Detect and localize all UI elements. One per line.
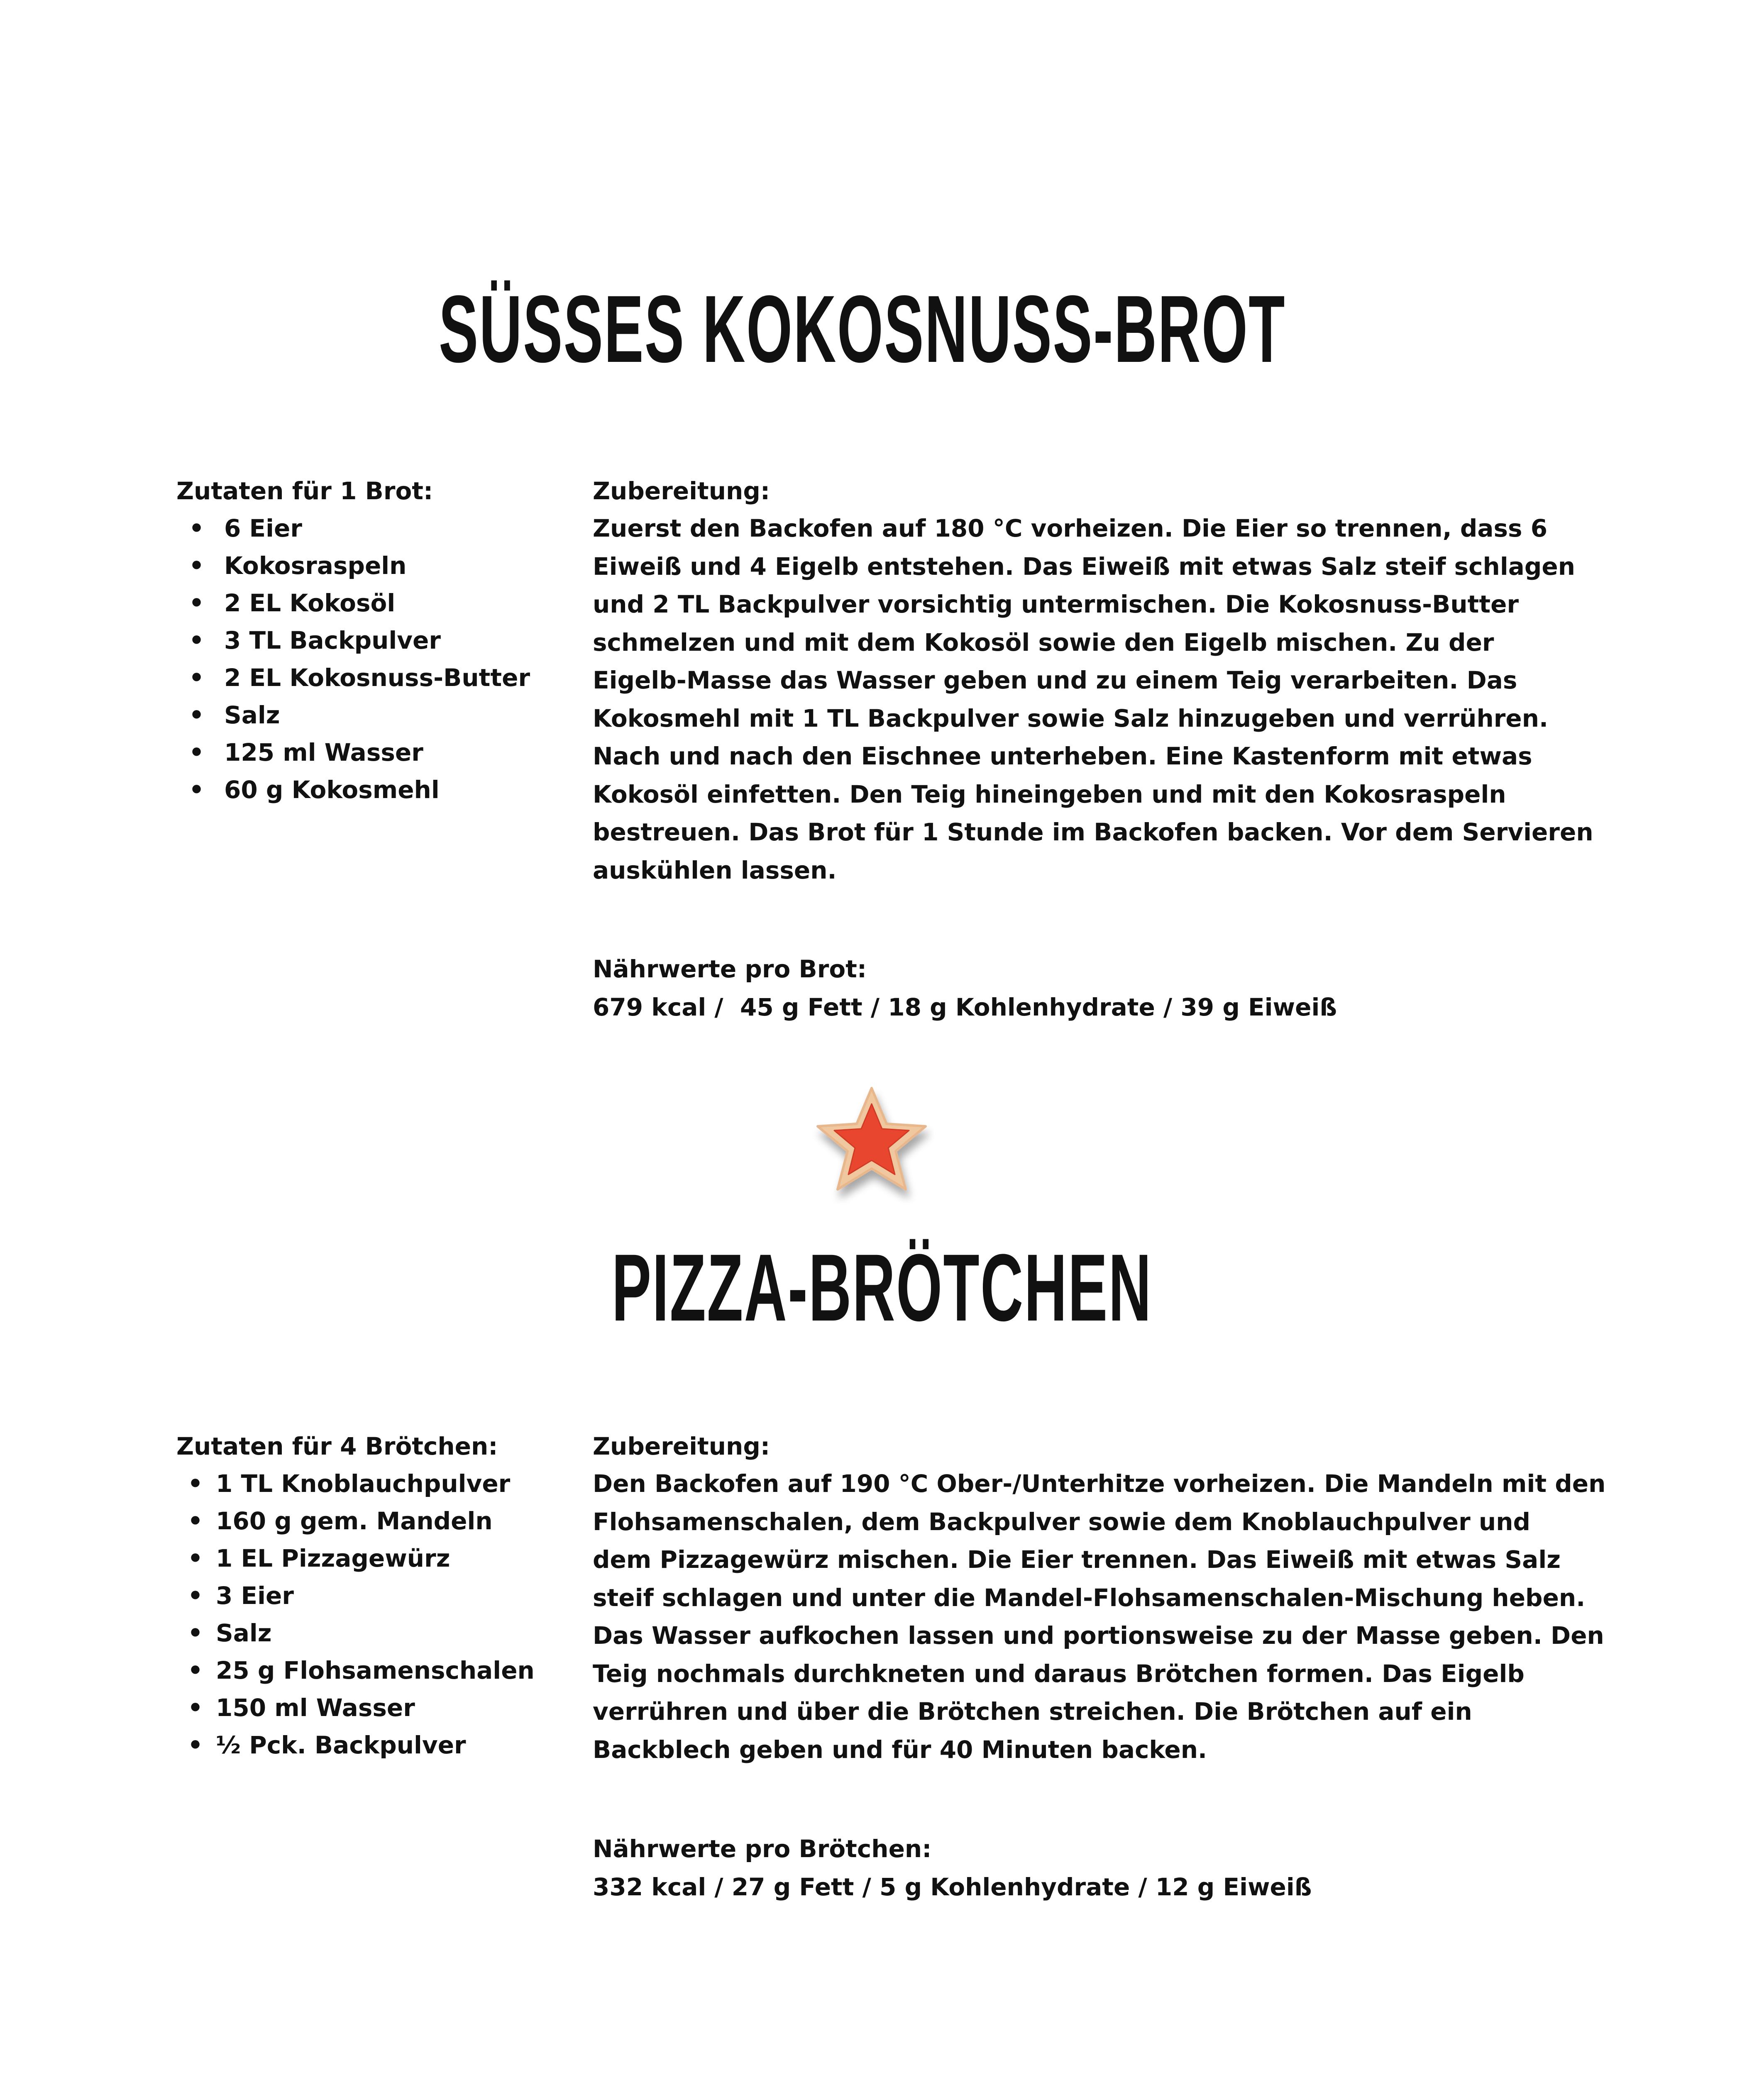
preparation-line: Backblech geben und für 40 Minuten backen. — [593, 1735, 1207, 1764]
ingredient-item: • 1 EL Pizzagewürz — [176, 1540, 550, 1577]
ingredient-item: • 150 ml Wasser — [176, 1689, 550, 1726]
nutrition-values: 332 kcal / 27 g Fett / 5 g Kohlenhydrate / 12 g Eiweiß — [593, 1873, 1312, 1901]
ingredient-item: • 1 TL Knoblauchpulver — [176, 1465, 550, 1502]
ingredients-list — [176, 1465, 550, 1764]
nutrition-heading: Nährwerte pro Brot: — [593, 955, 867, 983]
preparation-line: Kokosöl einfetten. Den Teig hineingeben und mit den Kokosraspeln — [593, 780, 1506, 808]
preparation-line: auskühlen lassen. — [593, 856, 837, 884]
preparation-line: schmelzen und mit dem Kokosöl sowie den Eigelb mischen. Zu der — [593, 628, 1494, 657]
preparation-line: verrühren und über die Brötchen streichen. Die Brötchen auf ein — [593, 1697, 1472, 1726]
ingredient-item: • Salz — [176, 1614, 550, 1652]
preparation-line: Den Backofen auf 190 °C Ober-/Unterhitze vorheizen. Die Mandeln mit den — [593, 1470, 1606, 1498]
ingredients-section — [176, 472, 550, 808]
preparation-heading: Zubereitung: — [593, 1432, 770, 1460]
nutrition-section — [593, 1830, 1610, 1907]
ingredient-item: • 25 g Flohsamenschalen — [176, 1652, 550, 1689]
preparation-line: Teig nochmals durchkneten und daraus Brötchen formen. Das Eigelb — [593, 1659, 1525, 1688]
nutrition-section — [593, 950, 1610, 1027]
preparation-line: steif schlagen und unter die Mandel-Flohsamenschalen-Mischung heben. — [593, 1583, 1586, 1612]
preparation-line: Das Wasser aufkochen lassen und portionsweise zu der Masse geben. Den — [593, 1621, 1604, 1650]
preparation-line: und 2 TL Backpulver vorsichtig untermischen. Die Kokosnuss-Butter — [593, 590, 1519, 618]
ingredient-item: • 160 g gem. Mandeln — [176, 1502, 550, 1540]
preparation-line: Eigelb-Masse das Wasser geben und zu einem Teig verarbeiten. Das — [593, 666, 1517, 694]
preparation-section — [593, 1428, 1610, 1769]
ingredients-heading: Zutaten für 1 Brot: — [176, 477, 433, 505]
ingredient-item: • 2 EL Kokosöl — [176, 584, 550, 622]
ingredient-item: • 60 g Kokosmehl — [176, 771, 550, 808]
ingredient-item: • Kokosraspeln — [176, 547, 550, 584]
ingredient-item: • 3 TL Backpulver — [176, 622, 550, 659]
preparation-line: Kokosmehl mit 1 TL Backpulver sowie Salz hinzugeben und verrühren. — [593, 704, 1549, 732]
preparation-line: dem Pizzagewürz mischen. Die Eier trennen. Das Eiweiß mit etwas Salz — [593, 1545, 1561, 1574]
preparation-line: Zuerst den Backofen auf 180 °C vorheizen. Die Eier so trennen, dass 6 — [593, 514, 1548, 542]
preparation-heading: Zubereitung: — [593, 477, 770, 505]
ingredient-item: • 3 Eier — [176, 1577, 550, 1614]
ingredients-heading: Zutaten für 4 Brötchen: — [176, 1432, 498, 1460]
preparation-line: bestreuen. Das Brot für 1 Stunde im Backofen backen. Vor dem Servieren — [593, 818, 1593, 846]
nutrition-values: 679 kcal / 45 g Fett / 18 g Kohlenhydrate / 39 g Eiweiß — [593, 993, 1337, 1021]
nutrition-heading: Nährwerte pro Brötchen: — [593, 1835, 932, 1863]
ingredient-item: • ½ Pck. Backpulver — [176, 1726, 550, 1764]
recipe-title: PIZZA-BRÖTCHEN — [611, 1234, 1153, 1341]
star-icon — [809, 1079, 934, 1204]
ingredient-item: • 6 Eier — [176, 510, 550, 547]
ingredient-item: • 125 ml Wasser — [176, 734, 550, 771]
recipe-title: SÜSSES KOKOSNUSS-BROT — [439, 276, 1286, 382]
preparation-section — [593, 472, 1610, 889]
ingredients-list — [176, 510, 550, 808]
preparation-line: Eiweiß und 4 Eigelb entstehen. Das Eiweiß mit etwas Salz steif schlagen — [593, 552, 1576, 581]
ingredient-item: • Salz — [176, 696, 550, 734]
preparation-line: Nach und nach den Eischnee unterheben. Eine Kastenform mit etwas — [593, 742, 1532, 770]
ingredient-item: • 2 EL Kokosnuss-Butter — [176, 659, 550, 696]
preparation-line: Flohsamenschalen, dem Backpulver sowie dem Knoblauchpulver und — [593, 1507, 1530, 1536]
ingredients-section — [176, 1428, 550, 1764]
